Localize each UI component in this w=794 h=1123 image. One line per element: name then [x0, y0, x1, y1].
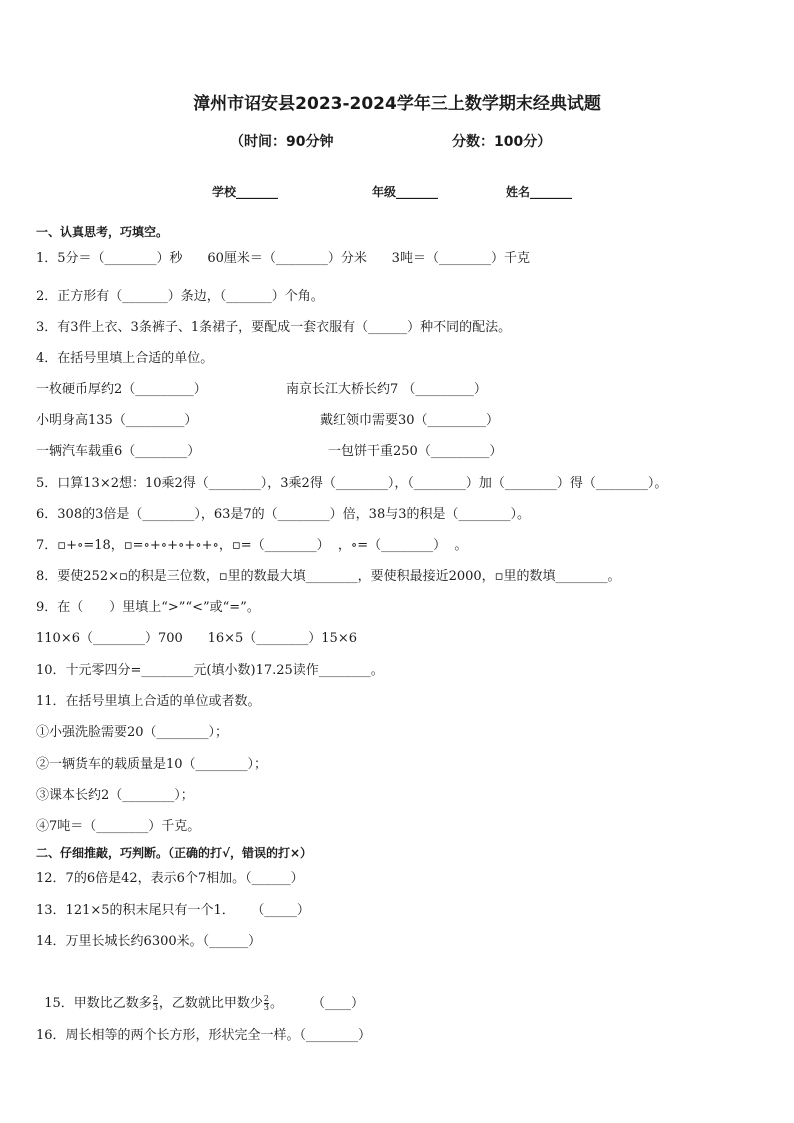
question-15-middle: ，乙数就比甲数少 — [158, 996, 263, 1011]
question-8: 8．要使252×▫的积是三位数，▫里的数最大填________，要使积最接近2000，▫里的数填________。 — [36, 569, 621, 584]
fraction-two-thirds: $\frac{2}{3}$ — [152, 994, 158, 1012]
school-field: 学校_______ — [212, 185, 279, 199]
question-10: 10．十元零四分=________元(填小数)17.25读作________。 — [36, 663, 384, 678]
question-15 — [36, 979, 364, 1012]
question-4-item: 南京长江大桥长约7 （_________） — [286, 382, 487, 397]
question-1: 1．5分＝（________）秒 60厘米＝（________）分米 3吨＝（________）千克 — [36, 251, 530, 266]
question-4-item: 一辆汽车载重6（________） — [36, 444, 201, 459]
question-4-item: 一包饼干重250（_________） — [328, 444, 503, 459]
exam-time: （时间：90分钟 — [230, 134, 334, 150]
question-9-stem: 9．在（ ）里填上“>”“<”或“=”。 — [36, 600, 260, 615]
question-2: 2．正方形有（_______）条边，（_______）个角。 — [36, 289, 324, 304]
question-11-a: ①小强洗脸需要20（________）； — [36, 725, 229, 740]
question-4-item: 小明身高135（_________） — [36, 413, 198, 428]
exam-score: 分数：100分） — [452, 134, 552, 150]
question-9-items: 110×6（________）700 16×5（________）15×6 — [36, 631, 357, 646]
question-16: 16．周长相等的两个长方形，形状完全一样。（________） — [36, 1028, 372, 1043]
question-7: 7．▫+∘=18，▫=∘+∘+∘+∘+∘，▫=（________） ，∘=（________） 。 — [36, 538, 468, 553]
question-12: 12．7的6倍是42，表示6个7相加。（______） — [36, 871, 304, 886]
question-13: 13．121×5的积末尾只有一个1． （_____） — [36, 903, 310, 918]
question-4-stem: 4．在括号里填上合适的单位。 — [36, 351, 214, 366]
question-4-item: 戴红领巾需要30（_________） — [320, 413, 500, 428]
question-14: 14．万里长城长约6300米。（______） — [36, 934, 262, 949]
question-11-stem: 11．在括号里填上合适的单位或者数。 — [36, 694, 261, 709]
fraction-two-thirds: $\frac{2}{3}$ — [263, 994, 270, 1012]
question-11-b: ②一辆货车的载质量是10（________）； — [36, 757, 268, 772]
question-11-d: ④7吨＝（________）千克。 — [36, 819, 201, 834]
question-5: 5．口算13×2想：10乘2得（________），3乘2得（________），（________）加（________）得（________）。 — [36, 476, 668, 491]
question-15-suffix: 。 （____） — [270, 996, 364, 1011]
name-field: 姓名_______ — [506, 185, 573, 199]
section-2-heading: 二、仔细推敲，巧判断。（正确的打√，错误的打×） — [36, 846, 313, 860]
question-3: 3．有3件上衣、3条裤子、1条裙子，要配成一套衣服有（______）种不同的配法。 — [36, 320, 512, 335]
question-11-c: ③课本长约2（________）； — [36, 788, 194, 803]
question-4-item: 一枚硬币厚约2（_________） — [36, 382, 207, 397]
question-6: 6．308的3倍是（________），63是7的（________）倍，38与3的积是（________）。 — [36, 507, 530, 522]
exam-title: 漳州市诏安县2023-2024学年三上数学期末经典试题 — [193, 94, 601, 114]
grade-field: 年级_______ — [372, 185, 439, 199]
question-15-prefix: 15．甲数比乙数多 — [44, 996, 152, 1011]
section-1-heading: 一、认真思考，巧填空。 — [36, 225, 169, 239]
